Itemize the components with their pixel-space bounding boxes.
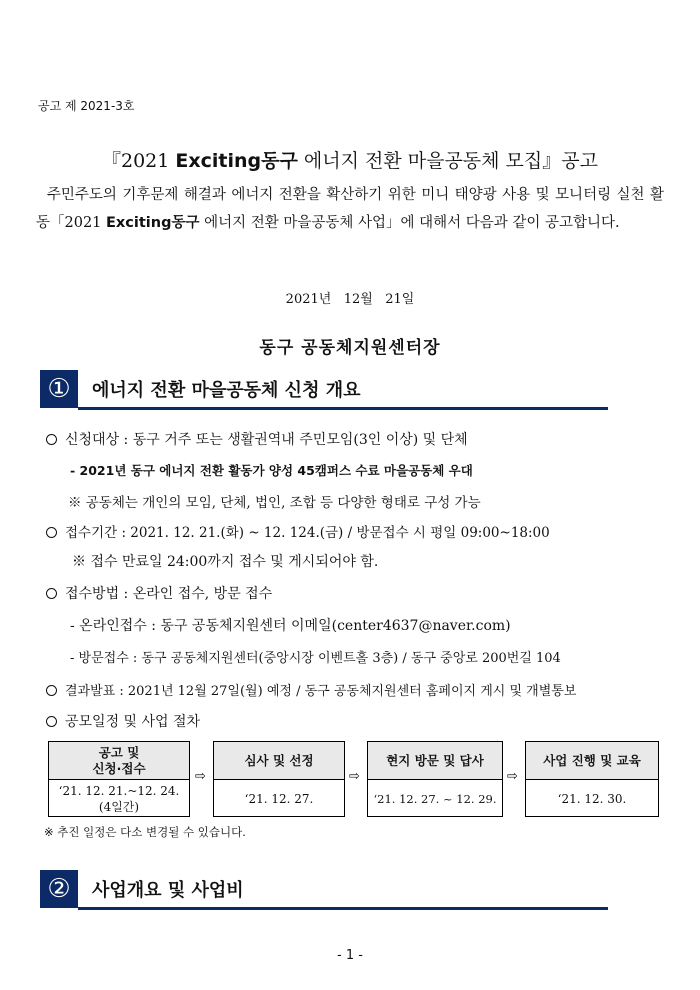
notice-date: 2021년 12월 21일 [285,292,415,307]
item-period-note: ※ 접수 만료일 24:00까지 접수 및 게시되어야 함. [72,554,379,570]
section-1-rule [78,407,608,410]
process-step-4-date: ‘21. 12. 30. [557,791,627,806]
item-eligibility-sub: - 2021년 동구 에너지 전환 활동가 양성 45캠퍼스 수료 마을공동체 우대 [70,463,473,478]
bullet-icon [46,588,57,599]
section-1-title: 에너지 전환 마을공동체 신청 개요 [92,380,361,401]
section-2-title: 사업개요 및 사업비 [92,880,244,901]
item-period: 접수기간 : 2021. 12. 21.(화) ~ 12. 124.(금) / 방문접수 시 평일 09:00~18:00 [46,521,550,541]
title-open: 『2021 [102,150,176,172]
item-eligibility: 신청대상 : 동구 거주 또는 생활권역내 주민모임(3인 이상) 및 단체 [46,429,468,449]
item-method: 접수방법 : 온라인 접수, 방문 접수 [46,583,272,603]
process-step-1-date: ‘21. 12. 21.~12. 24. (4일간) [58,783,180,814]
document-title [0,146,700,173]
section-2-rule [78,907,608,910]
process-step-3-title: 현지 방문 및 답사 [368,742,502,780]
intro-paragraph [36,181,664,237]
section-2-number: ② [40,870,78,908]
section-1-number: ① [40,370,78,408]
item-method-visit: - 방문접수 : 동구 공동체지원센터(중앙시장 이벤트홀 3층) / 동구 중앙로 200번길 104 [70,651,561,666]
bullet-icon [46,434,57,445]
process-step-2-title: 심사 및 선정 [214,742,344,780]
schedule-note: ※ 추진 일정은 다소 변경될 수 있습니다. [44,825,246,839]
title-brand: Exciting동구 [175,150,298,172]
item-eligibility-note: ※ 공동체는 개인의 모임, 단체, 법인, 조합 등 다양한 형태로 구성 가능 [68,495,481,511]
notice-number: 공고 제 2021-3호 [38,99,135,113]
intro-part1: 주민주도의 기후문제 해결과 에너지 전환을 확산하기 위한 미니 태양광 사용 및 모니터링 실천 활동「2021 [36,187,664,231]
process-step-1-title: 공고 및 신청·접수 [49,742,189,780]
bullet-icon [46,685,57,696]
process-step-2-date: ‘21. 12. 27. [244,791,314,806]
title-rest: 에너지 전환 마을공동체 모집』공고 [297,150,598,172]
arrow-right-icon: ⇨ [195,769,206,784]
item-result: 결과발표 : 2021년 12월 27일(월) 예정 / 동구 공동체지원센터 홈페이지 게시 및 개별통보 [46,680,576,699]
section-2-header [40,870,610,908]
process-step-1 [48,741,190,817]
intro-part2: 에너지 전환 마을공동체 사업」에 대해서 다음과 같이 공고합니다. [199,215,620,231]
page-number: - 1 - [337,948,363,963]
item-method-online: - 온라인접수 : 동구 공동체지원센터 이메일(center4637@naver.com) [70,618,511,634]
intro-brand: Exciting동구 [106,215,200,231]
process-step-3-date: ‘21. 12. 27. ~ 12. 29. [373,791,497,806]
bullet-icon [46,716,57,727]
issuing-organization: 동구 공동체지원센터장 [259,338,441,358]
process-step-3 [367,741,503,817]
arrow-right-icon: ⇨ [507,769,518,784]
process-step-2 [213,741,345,817]
bullet-icon [46,527,57,538]
process-step-4-title: 사업 진행 및 교육 [526,742,658,780]
arrow-right-icon: ⇨ [349,769,360,784]
item-schedule: 공모일정 및 사업 절차 [46,711,200,731]
section-1-header [40,370,610,408]
process-step-4 [525,741,659,817]
